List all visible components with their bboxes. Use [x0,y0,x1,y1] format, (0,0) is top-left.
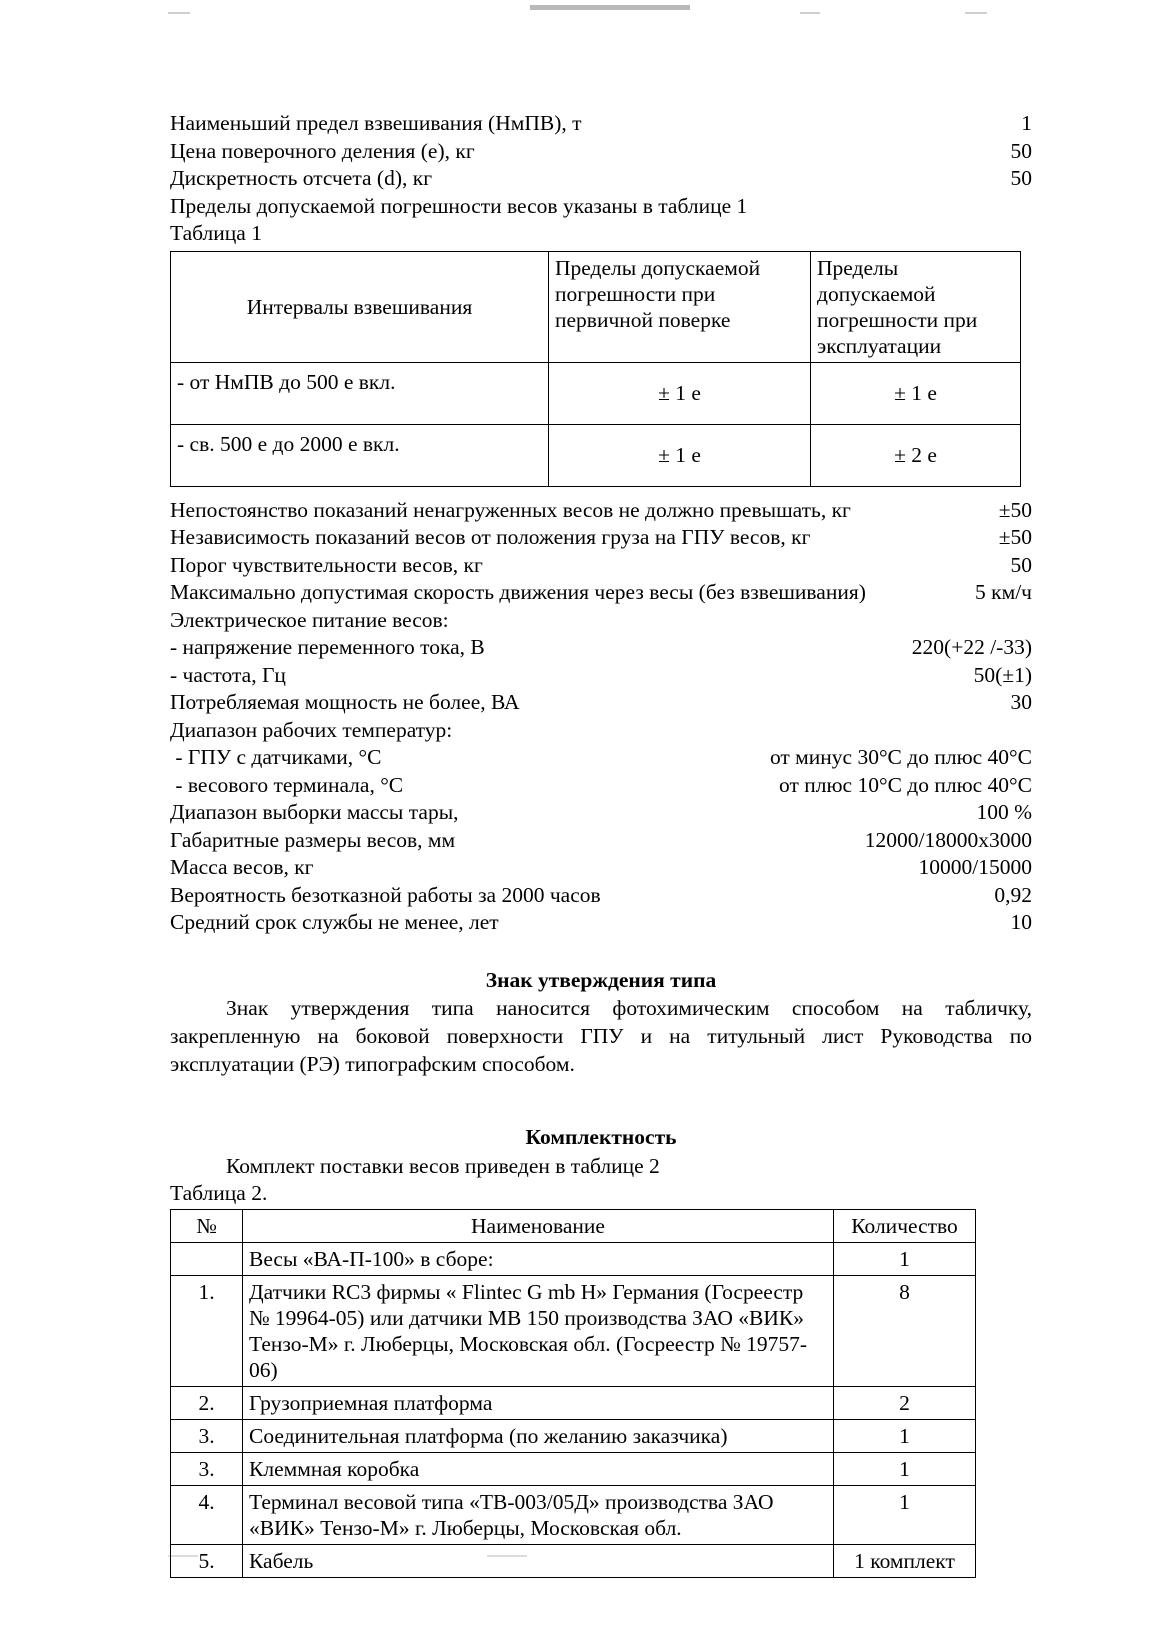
spec-label: - весового терминала, °С [170,772,404,797]
spec-value: 12000/18000х3000 [864,827,1032,852]
spec-row [170,882,1032,910]
completeness-title: Комплектность [525,1125,677,1149]
table2-name: Кабель [243,1545,834,1578]
spec-row [170,579,1032,607]
spec-value: 1 [1021,111,1032,135]
spec-value: 50 [1010,138,1032,163]
table2-header-qty: Количество [834,1210,976,1243]
spec-row [170,634,1032,662]
table2-name: Датчики RC3 фирмы « Flintec G mb H» Германия (Госреестр № 19964-05) или датчики МВ 150 производства ЗАО «ВИК» Тензо-М» г. Люберцы, Московская обл. (Госреестр № 19757-06) [243,1276,834,1387]
table2-qty: 1 [834,1420,976,1453]
scan-artifact [530,5,690,10]
spec-label: Потребляемая мощность не более, ВА [170,690,520,714]
table-row [171,1276,976,1387]
spec-label: - напряжение переменного тока, В [170,635,485,659]
table1-operation-value: ± 1 e [811,362,1021,424]
delivery-set-table [170,1209,976,1578]
table2-no: 5. [171,1545,243,1578]
table2-name: Соединительная платформа (по желанию заказчика) [243,1420,834,1453]
spec-label: Непостоянство показаний ненагруженных весов не должно превышать, кг [170,497,851,522]
table2-no: 2. [171,1387,243,1420]
table1-intro: Пределы допускаемой погрешности весов указаны в таблице 1 [170,193,748,218]
spec-label: Дискретность отсчета (d), кг [170,166,433,190]
spec-row [170,524,1032,552]
table-row [171,1420,976,1453]
spec-label: Средний срок службы не менее, лет [170,910,499,934]
spec-row [170,772,1032,800]
spec-label: Масса весов, кг [170,855,314,879]
table-row [171,1486,976,1545]
spec-label: Максимально допустимая скорость движения через весы (без взвешивания) [170,580,866,604]
table-header-row [171,1210,976,1243]
spec-value: 5 км/ч [975,580,1032,604]
approval-mark-body: Знак утверждения типа наносится фотохимическим способом на табличку, закрепленную на боковой поверхности ГПУ и на титульный лист Руководства по эксплуатации (РЭ) типографским способом. [170,996,1032,1076]
spec-value: 50(±1) [973,662,1032,687]
spec-value: от минус 30°С до плюс 40°С [769,745,1032,769]
spec-label: Габаритные размеры весов, мм [170,827,456,852]
spec-value: 10 [1010,910,1032,934]
table2-qty: 1 комплект [834,1545,976,1578]
table1-primary-value: ± 1 e [549,362,811,424]
spec-label: Диапазон выборки массы тары, [170,800,459,824]
table2-name: Терминал весовой типа «ТВ-003/05Д» производства ЗАО «ВИК» Тензо-М» г. Люберцы, Московская обл. [243,1486,834,1545]
table1-header-operation: Пределы допускаемой погрешности при эксплуатации [811,251,1021,362]
spec-row [170,607,1032,635]
specs-top-list [170,110,1032,193]
table2-header-name: Наименование [243,1210,834,1243]
table2-name: Весы «ВА-П-100» в сборе: [243,1243,834,1276]
spec-row [170,799,1032,827]
table2-no: 3. [171,1453,243,1486]
spec-value: 50 [1010,552,1032,577]
spec-value: 220(+22 /-33) [911,635,1032,659]
table2-qty: 1 [834,1453,976,1486]
spec-label: Цена поверочного деления (e), кг [170,138,475,163]
table-row [171,1387,976,1420]
scan-artifact [168,12,190,14]
spec-value: ±50 [998,525,1032,549]
spec-value: от плюс 10°С до плюс 40°С [779,772,1032,797]
table-row [171,424,1021,486]
approval-mark-title: Знак утверждения типа [485,967,717,992]
scan-artifact [965,12,987,14]
table2-name: Клеммная коробка [243,1453,834,1486]
table-row [171,362,1021,424]
spec-row [170,497,1032,525]
tolerance-table [170,251,1021,487]
spec-label: Электрическое питание весов: [170,607,449,632]
spec-label: Вероятность безотказной работы за 2000 часов [170,882,601,907]
spec-label: Порог чувствительности весов, кг [170,552,483,577]
table1-header-intervals: Интервалы взвешивания [171,251,549,362]
spec-label: Наименьший предел взвешивания (НмПВ), т [170,111,582,135]
spec-row [170,827,1032,855]
spec-label: - частота, Гц [170,662,286,687]
spec-value: 0,92 [994,882,1032,907]
table2-qty: 1 [834,1486,976,1545]
table2-qty: 2 [834,1387,976,1420]
table-row [171,1243,976,1276]
table1-interval: - св. 500 e до 2000 e вкл. [171,424,549,486]
spec-row [170,717,1032,745]
table2-no: 1. [171,1276,243,1387]
table1-header-primary: Пределы допускаемой погрешности при первичной поверке [549,251,811,362]
spec-value: 10000/15000 [918,855,1032,879]
document-content [170,110,1032,1578]
spec-label: Диапазон рабочих температур: [170,717,453,742]
completeness-intro: Комплект поставки весов приведен в таблице 2 [226,1153,660,1178]
table2-qty: 1 [834,1243,976,1276]
spec-label: - ГПУ с датчиками, °С [170,745,382,769]
spec-value: ±50 [998,497,1032,522]
table1-primary-value: ± 1 e [549,424,811,486]
table2-no [171,1243,243,1276]
table1-caption: Таблица 1 [170,221,262,245]
spec-row [170,165,1032,193]
table-header-row [171,251,1021,362]
spec-row [170,854,1032,882]
spec-row [170,552,1032,580]
spec-row [170,138,1032,166]
spec-value: 100 % [976,800,1032,824]
spec-label: Независимость показаний весов от положения груза на ГПУ весов, кг [170,525,811,549]
table2-qty: 8 [834,1276,976,1387]
spec-row [170,909,1032,937]
spec-row [170,744,1032,772]
spec-row [170,662,1032,690]
scan-artifact [800,12,820,14]
table1-interval: - от НмПВ до 500 e вкл. [171,362,549,424]
table-row [171,1453,976,1486]
table2-caption: Таблица 2. [170,1180,268,1205]
table-row [171,1545,976,1578]
table1-operation-value: ± 2 e [811,424,1021,486]
spec-value: 30 [1010,690,1032,714]
spec-row [170,689,1032,717]
spec-row [170,110,1032,138]
table2-header-no: № [171,1210,243,1243]
spec-value: 50 [1010,166,1032,190]
table2-no: 3. [171,1420,243,1453]
table2-name: Грузоприемная платформа [243,1387,834,1420]
specs-mid-list [170,497,1032,937]
table2-no: 4. [171,1486,243,1545]
